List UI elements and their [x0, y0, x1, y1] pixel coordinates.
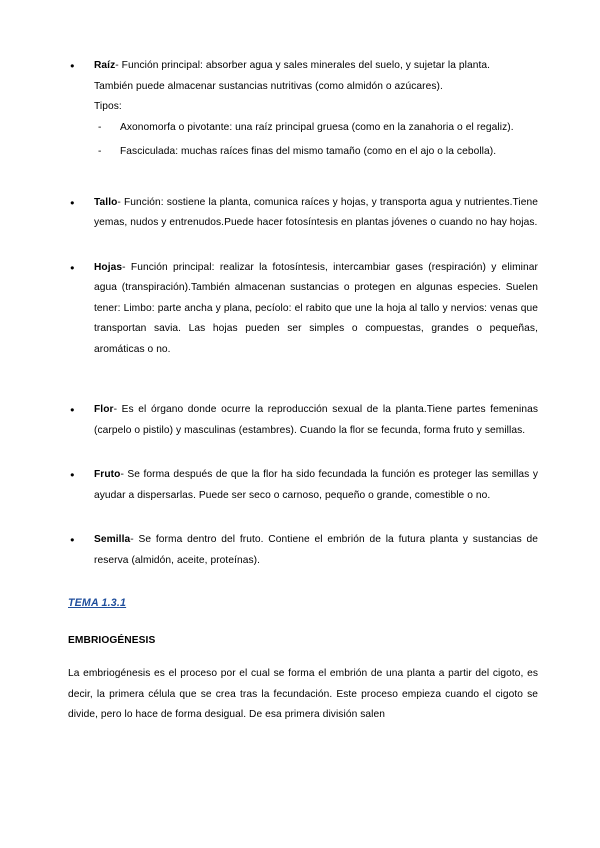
- hojas-text-1: - Función principal: realizar la fotosíntesis, intercambiar gases (respiración) y eliminar agua (transpiración).También almacenan sustancias o protegen en algunas especies. Suelen tener: Limbo: parte ancha y plana, pecíolo: el rabito que une la hoja al tallo y nervios: venas que transportan savia. Las hojas pueden ser simples o compuestas, grandes o pequeñas, aromáticas o no.: [94, 261, 538, 355]
- closing-paragraph: La embriogénesis es el proceso por el cual se forma el embrión de una planta a partir del cigoto, es decir, la primera célula que se crea tras la fecundación. Este proceso empieza cuando el cigoto se divide, pero lo hace de forma desigual. De esa primera división salen: [68, 668, 538, 720]
- raiz-text-1: - Función principal: absorber agua y sales minerales del suelo, y sujetar la planta.: [115, 60, 491, 71]
- term-fruto: Fruto: [94, 469, 121, 480]
- term-raiz: Raíz: [94, 60, 116, 71]
- term-flor: Flor: [94, 404, 114, 415]
- spacer: [68, 571, 538, 597]
- tallo-text-1: - Función: sostiene la planta, comunica raíces y hojas, y transporta agua y nutrientes.Tiene yemas, nudos y entrenudos.Puede hacer fotosíntesis en plantas jóvenes o cuando no hay hojas.: [94, 196, 538, 228]
- spacer: [68, 378, 538, 400]
- organ-list: [68, 56, 538, 571]
- term-tallo: Tallo: [94, 196, 118, 208]
- hojas-line-1: [94, 258, 538, 361]
- tallo-line-1: [94, 193, 538, 234]
- term-semilla: Semilla: [94, 534, 131, 545]
- raiz-types-list: [94, 118, 538, 163]
- list-item-raiz: [68, 56, 538, 163]
- fruto-text-1: - Se forma después de que la flor ha sido fecundada la función es proteger las semillas y ayudar a dispersarlas. Puede ser seco o carnoso, pequeño o grande, comestible o no.: [94, 469, 538, 501]
- fasciculada-text: - Fasciculada: muchas raíces finas del mismo tamaño (como en el ajo o la cebolla).: [120, 146, 497, 157]
- spacer: [68, 181, 538, 193]
- raiz-line-3: Tipos:: [94, 101, 122, 112]
- section-heading-tema: TEMA 1.3.1: [68, 597, 127, 609]
- raiz-line-2: También puede almacenar sustancias nutritivas (como almidón o azúcares).: [94, 80, 443, 92]
- list-item-fruto: [68, 465, 538, 506]
- term-hojas: Hojas: [94, 261, 123, 273]
- semilla-text-1: - Se forma dentro del fruto. Contiene el embrión de la futura planta y sustancias de reserva (almidón, aceite, proteínas).: [94, 534, 538, 566]
- list-item-fasciculada: [94, 142, 538, 163]
- subsection-heading-embriogenesis: EMBRIOGÉNESIS: [68, 635, 156, 646]
- fruto-line-1: [94, 465, 538, 506]
- spacer: [68, 646, 538, 664]
- list-item-hojas: [68, 258, 538, 361]
- raiz-line-1: [94, 56, 538, 77]
- list-item-axonomorfa: [94, 118, 538, 139]
- flor-text-1: - Es el órgano donde ocurre la reproducción sexual de la planta.Tiene partes femeninas (carpelo o pistilo) y masculinas (estambres). Cuando la flor se fecunda, forma fruto y semillas.: [94, 404, 538, 436]
- semilla-line-1: [94, 530, 538, 571]
- document-content: [68, 56, 538, 726]
- spacer: [68, 609, 538, 635]
- list-item-flor: [68, 400, 538, 441]
- axonomorfa-text: - Axonomorfa o pivotante: una raíz principal gruesa (como en la zanahoria o el regaliz).: [120, 121, 514, 133]
- list-item-tallo: [68, 193, 538, 234]
- flor-line-1: [94, 400, 538, 441]
- list-item-semilla: [68, 530, 538, 571]
